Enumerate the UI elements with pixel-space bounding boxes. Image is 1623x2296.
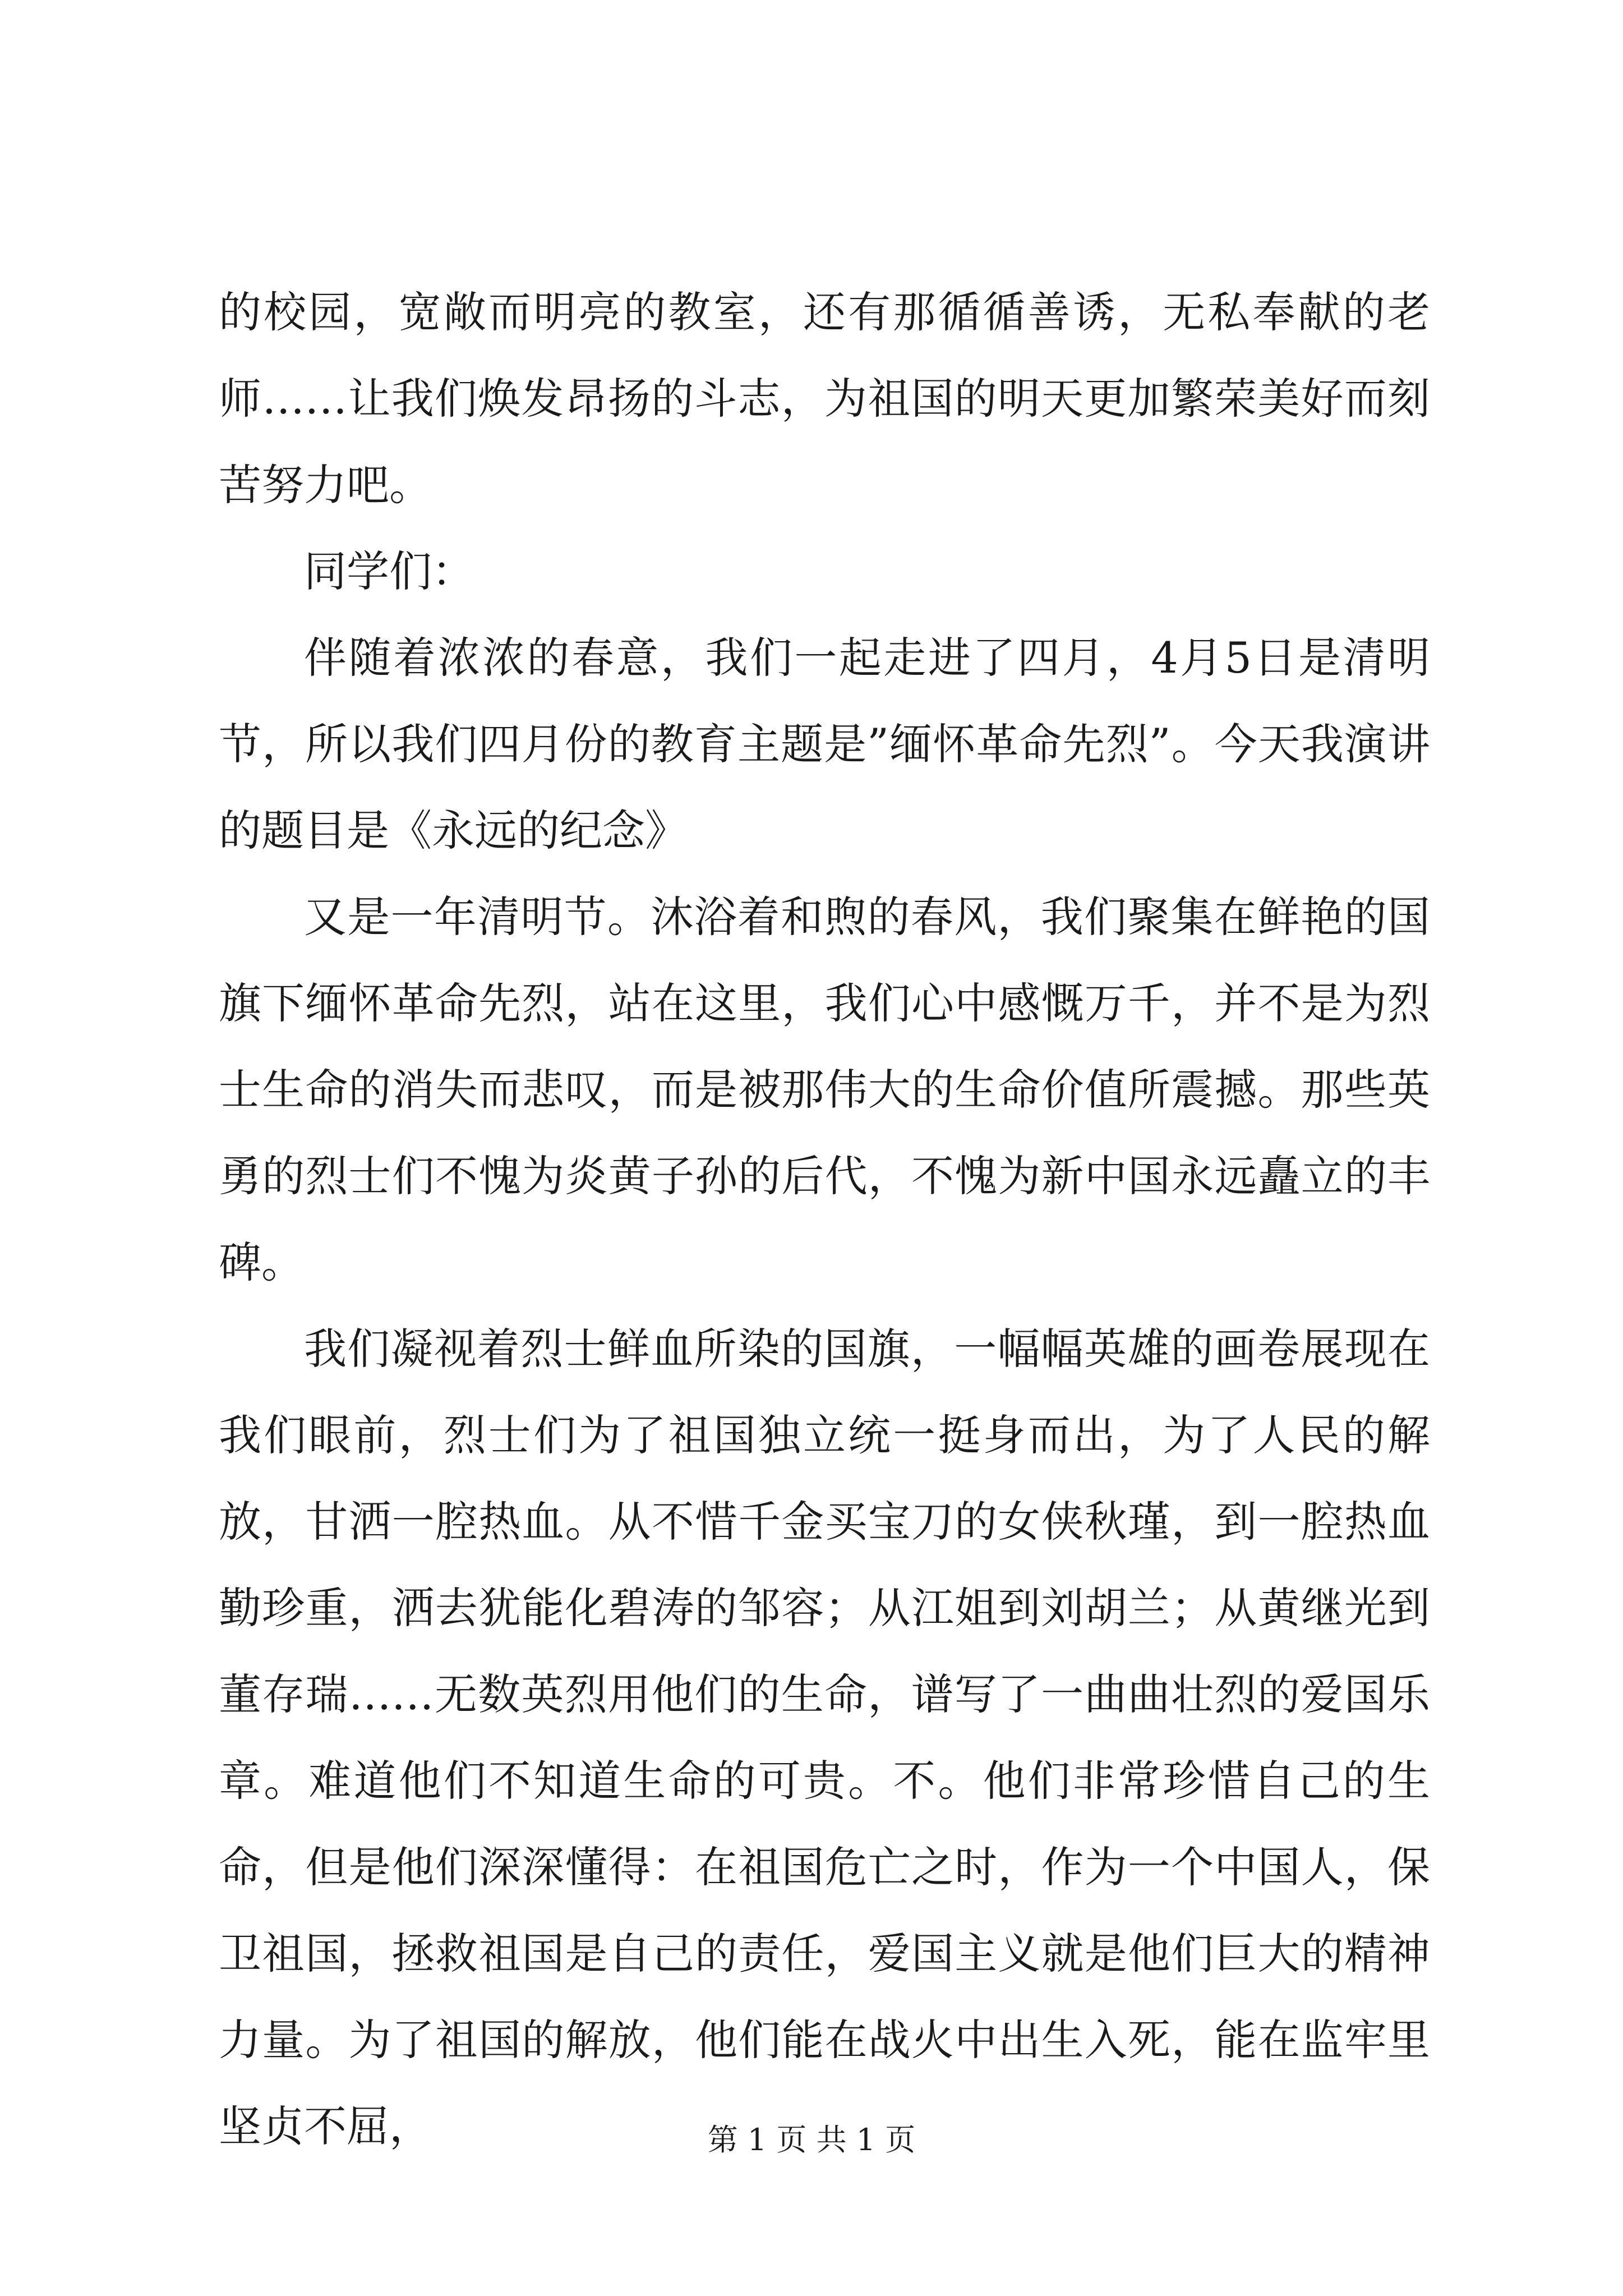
paragraph-1: 的校园，宽敞而明亮的教室，还有那循循善诱，无私奉献的老师……让我们焕发昂扬的斗志，为祖国的明天更加繁荣美好而刻苦努力吧。: [219, 287, 1430, 510]
paragraph-5: 我们凝视着烈士鲜血所染的国旗，一幅幅英雄的画卷展现在我们眼前，烈士们为了祖国独立统一挺身而出，为了人民的解放，甘洒一腔热血。从不惜千金买宝刀的女侠秋瑾，到一腔热血勤珍重，洒去犹能化碧涛的邹容；从江姐到刘胡兰；从黄继光到董存瑞……无数英烈用他们的生命，谱写了一曲曲壮烈的爱国乐章。难道他们不知道生命的可贵。不。他们非常珍惜自己的生命，但是他们深深懂得：在祖国危亡之时，作为一个中国人，保卫祖国，拯救祖国是自己的责任，爱国主义就是他们巨大的精神力量。为了祖国的解放，他们能在战火中出生入死，能在监牢里坚贞不屈，: [219, 1324, 1430, 2151]
page-number-label: 第 1 页 共 1 页: [707, 2122, 916, 2157]
paragraph-3: 伴随着浓浓的春意，我们一起走进了四月，4月5日是清明节，所以我们四月份的教育主题是”缅怀革命先烈”。今天我演讲的题目是《永远的纪念》: [219, 633, 1430, 855]
document-body: [219, 269, 1430, 2170]
paragraph-4: 又是一年清明节。沐浴着和煦的春风，我们聚集在鲜艳的国旗下缅怀革命先烈，站在这里，我们心中感慨万千，并不是为烈士生命的消失而悲叹，而是被那伟大的生命价值所震撼。那些英勇的烈士们不愧为炎黄子孙的后代，不愧为新中国永远矗立的丰碑。: [219, 892, 1430, 1287]
page-footer: [0, 2120, 1623, 2160]
paragraph-2: 同学们：: [304, 546, 474, 596]
